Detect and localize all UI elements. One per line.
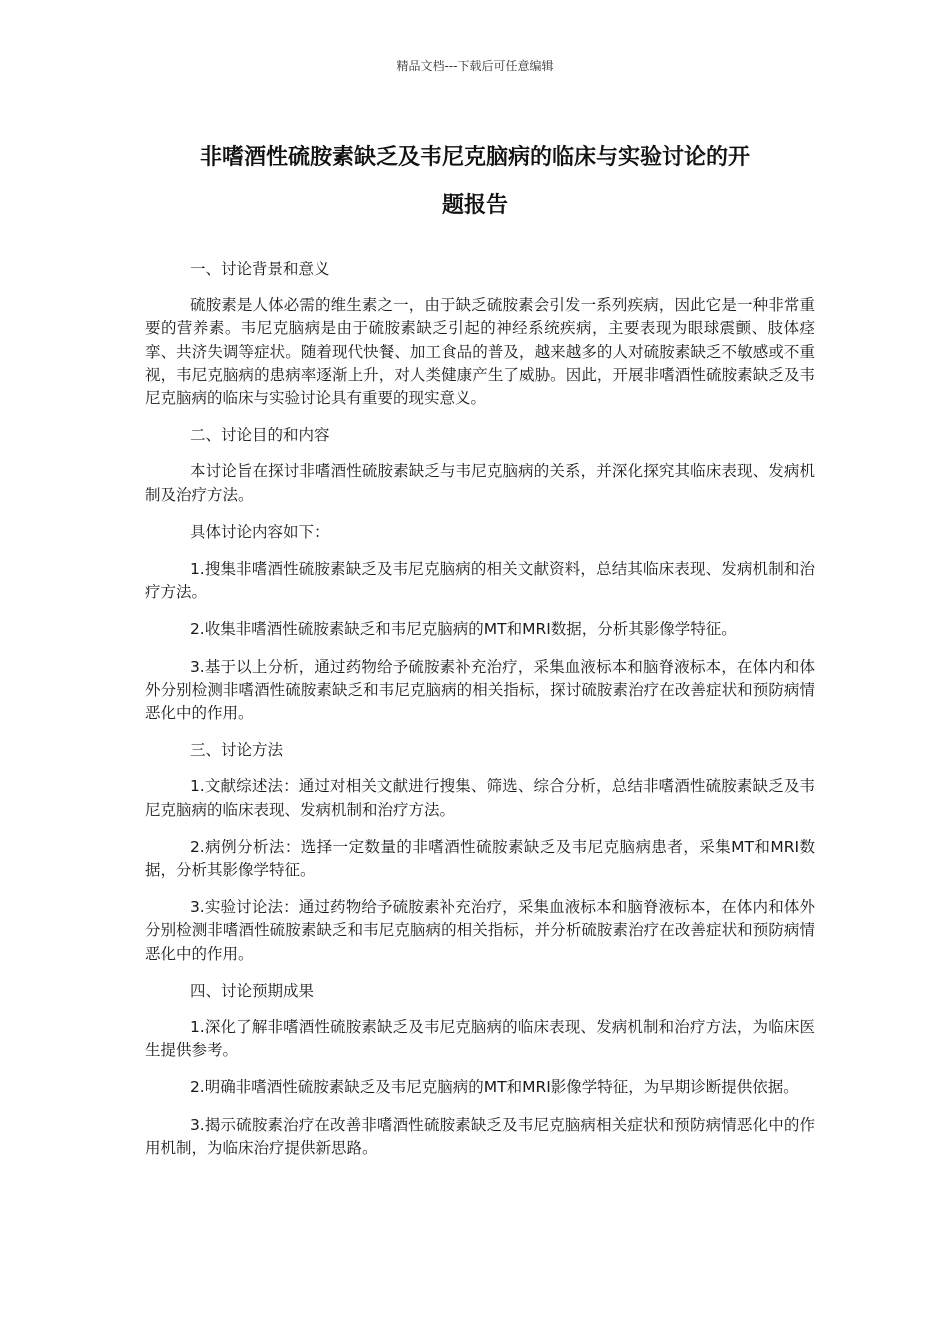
list-item: 1.搜集非嗜酒性硫胺素缺乏及韦尼克脑病的相关文献资料，总结其临床表现、发病机制和治疗方法。 [145, 560, 815, 602]
list-item: 3.揭示硫胺素治疗在改善非嗜酒性硫胺素缺乏及韦尼克脑病相关症状和预防病情恶化中的作用机制，为临床治疗提供新思路。 [145, 1115, 815, 1157]
paragraph: 具体讨论内容如下： [189, 522, 330, 541]
list-item: 3.实验讨论法：通过药物给予硫胺素补充治疗，采集血液标本和脑脊液标本，在体内和体外分别检测非嗜酒性硫胺素缺乏和韦尼克脑病的相关指标，并分析硫胺素治疗在改善症状和预防病情恶化中的作用。 [145, 898, 815, 963]
document-title [145, 134, 805, 230]
paragraph: 硫胺素是人体必需的维生素之一，由于缺乏硫胺素会引发一系列疾病，因此它是一种非常重要的营养素。韦尼克脑病是由于硫胺素缺乏引起的神经系统疾病，主要表现为眼球震颤、肢体痉挛、共济失调等症状。随着现代快餐、加工食品的普及，越来越多的人对硫胺素缺乏不敏感或不重视，韦尼克脑病的患病率逐渐上升，对人类健康产生了威胁。因此，开展非嗜酒性硫胺素缺乏及韦尼克脑病的临床与实验讨论具有重要的现实意义。 [145, 296, 815, 408]
section-heading-methods: 三、讨论方法 [189, 741, 283, 760]
paragraph: 本讨论旨在探讨非嗜酒性硫胺素缺乏与韦尼克脑病的关系，并深化探究其临床表现、发病机制及治疗方法。 [145, 462, 815, 504]
list-item: 2.病例分析法：选择一定数量的非嗜酒性硫胺素缺乏及韦尼克脑病患者，采集MT和MRI数据，分析其影像学特征。 [145, 837, 815, 880]
document-body [145, 258, 815, 1174]
list-item: 2.收集非嗜酒性硫胺素缺乏和韦尼克脑病的MT和MRI数据，分析其影像学特征。 [189, 620, 737, 639]
list-item: 3.基于以上分析，通过药物给予硫胺素补充治疗，采集血液标本和脑脊液标本，在体内和体外分别检测非嗜酒性硫胺素缺乏和韦尼克脑病的相关指标，探讨硫胺素治疗在改善症状和预防病情恶化中的作用。 [145, 657, 815, 723]
page-header: 精品文档---下载后可任意编辑 [396, 59, 554, 73]
section-heading-objectives: 二、讨论目的和内容 [189, 426, 330, 445]
list-item: 2.明确非嗜酒性硫胺素缺乏及韦尼克脑病的MT和MRI影像学特征，为早期诊断提供依据。 [189, 1078, 799, 1097]
list-item: 1.文献综述法：通过对相关文献进行搜集、筛选、综合分析，总结非嗜酒性硫胺素缺乏及韦尼克脑病的临床表现、发病机制和治疗方法。 [145, 777, 815, 819]
list-item: 1.深化了解非嗜酒性硫胺素缺乏及韦尼克脑病的临床表现、发病机制和治疗方法，为临床医生提供参考。 [145, 1018, 815, 1060]
document-title-line-1: 非嗜酒性硫胺素缺乏及韦尼克脑病的临床与实验讨论的开 [199, 145, 750, 170]
section-heading-outcomes: 四、讨论预期成果 [189, 981, 314, 1000]
section-heading-background: 一、讨论背景和意义 [189, 260, 330, 278]
document-title-line-2: 题报告 [441, 193, 508, 218]
